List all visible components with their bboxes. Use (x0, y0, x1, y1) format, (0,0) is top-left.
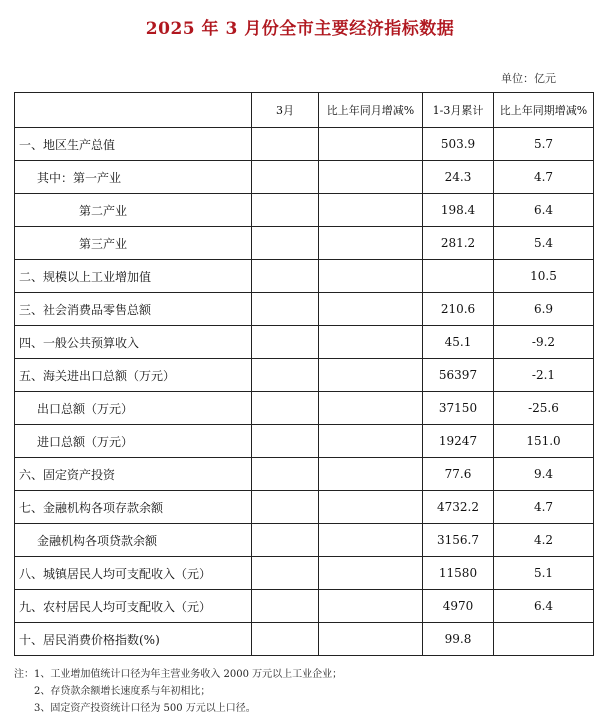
cell-q1-cumulative: 56397 (423, 359, 494, 392)
cell-march-yoy (319, 425, 423, 458)
cell-march (252, 161, 319, 194)
cell-q1-cumulative: 198.4 (423, 194, 494, 227)
cell-march-yoy (319, 128, 423, 161)
table-row (15, 458, 594, 491)
row-label: 九、农村居民人均可支配收入（元） (15, 590, 252, 623)
row-label: 出口总额（万元） (15, 392, 252, 425)
cell-march (252, 260, 319, 293)
table-row (15, 161, 594, 194)
cell-march-yoy (319, 359, 423, 392)
footnotes (14, 666, 342, 717)
cell-march-yoy (319, 524, 423, 557)
footnote-1: 注：1、工业增加值统计口径为年主营业务收入 2000 万元以上工业企业； (14, 669, 343, 680)
footnote-2: 2、存贷款余额增长速度系与年初相比； (34, 686, 211, 697)
row-label: 十、居民消费价格指数(%) (15, 623, 252, 656)
table-row (15, 128, 594, 161)
row-label: 二、规模以上工业增加值 (15, 260, 252, 293)
page-title: 2025 年 3 月份全市主要经济指标数据 (145, 19, 455, 39)
cell-q1-yoy: 10.5 (494, 260, 594, 293)
table-row (15, 359, 594, 392)
cell-q1-yoy: 5.7 (494, 128, 594, 161)
cell-march (252, 128, 319, 161)
table-row (15, 260, 594, 293)
row-label: 七、金融机构各项存款余额 (15, 491, 252, 524)
cell-march-yoy (319, 161, 423, 194)
cell-march-yoy (319, 326, 423, 359)
table-row (15, 425, 594, 458)
table-row (15, 227, 594, 260)
table-row (15, 293, 594, 326)
row-label: 第二产业 (15, 194, 252, 227)
cell-q1-cumulative: 19247 (423, 425, 494, 458)
row-label: 五、海关进出口总额（万元） (15, 359, 252, 392)
cell-q1-yoy: 151.0 (494, 425, 594, 458)
cell-q1-cumulative: 11580 (423, 557, 494, 590)
row-label: 金融机构各项贷款余额 (15, 524, 252, 557)
cell-march (252, 326, 319, 359)
table-row (15, 557, 594, 590)
cell-q1-cumulative (423, 260, 494, 293)
cell-q1-yoy: 9.4 (494, 458, 594, 491)
table-row (15, 590, 594, 623)
cell-march (252, 458, 319, 491)
cell-q1-cumulative: 24.3 (423, 161, 494, 194)
row-label: 八、城镇居民人均可支配收入（元） (15, 557, 252, 590)
cell-march (252, 293, 319, 326)
table-body (15, 128, 594, 656)
cell-march-yoy (319, 194, 423, 227)
cell-march-yoy (319, 557, 423, 590)
indicator-table (14, 92, 594, 656)
header-march-yoy: 比上年同月增减% (319, 93, 423, 128)
cell-q1-yoy: -25.6 (494, 392, 594, 425)
cell-q1-cumulative: 281.2 (423, 227, 494, 260)
cell-march (252, 623, 319, 656)
cell-q1-yoy: 4.7 (494, 161, 594, 194)
unit-label: 单位：亿元 (501, 72, 556, 85)
cell-q1-cumulative: 37150 (423, 392, 494, 425)
header-q1-yoy: 比上年同期增减% (494, 93, 594, 128)
table-row (15, 623, 594, 656)
cell-march-yoy (319, 392, 423, 425)
cell-march (252, 227, 319, 260)
cell-march (252, 392, 319, 425)
header-indicator (15, 93, 252, 128)
row-label: 六、固定资产投资 (15, 458, 252, 491)
cell-q1-yoy: -9.2 (494, 326, 594, 359)
cell-q1-yoy: 5.1 (494, 557, 594, 590)
header-q1-cumulative: 1-3月累计 (423, 93, 494, 128)
row-label: 三、社会消费品零售总额 (15, 293, 252, 326)
cell-q1-cumulative: 4970 (423, 590, 494, 623)
cell-march-yoy (319, 623, 423, 656)
table-row (15, 392, 594, 425)
cell-march-yoy (319, 227, 423, 260)
cell-march (252, 491, 319, 524)
cell-march (252, 557, 319, 590)
cell-q1-yoy: 4.7 (494, 491, 594, 524)
cell-q1-yoy: -2.1 (494, 359, 594, 392)
cell-march (252, 425, 319, 458)
table-row (15, 491, 594, 524)
cell-q1-cumulative: 210.6 (423, 293, 494, 326)
header-march: 3月 (252, 93, 319, 128)
cell-q1-cumulative: 77.6 (423, 458, 494, 491)
cell-q1-cumulative: 4732.2 (423, 491, 494, 524)
cell-q1-yoy: 5.4 (494, 227, 594, 260)
cell-march-yoy (319, 590, 423, 623)
row-label: 一、地区生产总值 (15, 128, 252, 161)
table-header-row (15, 93, 594, 128)
cell-q1-yoy: 6.9 (494, 293, 594, 326)
cell-q1-yoy: 4.2 (494, 524, 594, 557)
row-label: 其中：第一产业 (15, 161, 252, 194)
cell-march (252, 359, 319, 392)
cell-q1-cumulative: 99.8 (423, 623, 494, 656)
cell-q1-cumulative: 3156.7 (423, 524, 494, 557)
cell-q1-yoy (494, 623, 594, 656)
cell-march-yoy (319, 293, 423, 326)
cell-q1-cumulative: 45.1 (423, 326, 494, 359)
cell-march-yoy (319, 260, 423, 293)
row-label: 第三产业 (15, 227, 252, 260)
row-label: 四、一般公共预算收入 (15, 326, 252, 359)
table-row (15, 524, 594, 557)
table-row (15, 194, 594, 227)
row-label: 进口总额（万元） (15, 425, 252, 458)
cell-q1-yoy: 6.4 (494, 194, 594, 227)
cell-march (252, 590, 319, 623)
cell-q1-yoy: 6.4 (494, 590, 594, 623)
cell-march-yoy (319, 491, 423, 524)
footnote-3: 3、固定资产投资统计口径为 500 万元以上口径。 (34, 703, 256, 714)
table-row (15, 326, 594, 359)
cell-q1-cumulative: 503.9 (423, 128, 494, 161)
cell-march (252, 194, 319, 227)
cell-march-yoy (319, 458, 423, 491)
cell-march (252, 524, 319, 557)
